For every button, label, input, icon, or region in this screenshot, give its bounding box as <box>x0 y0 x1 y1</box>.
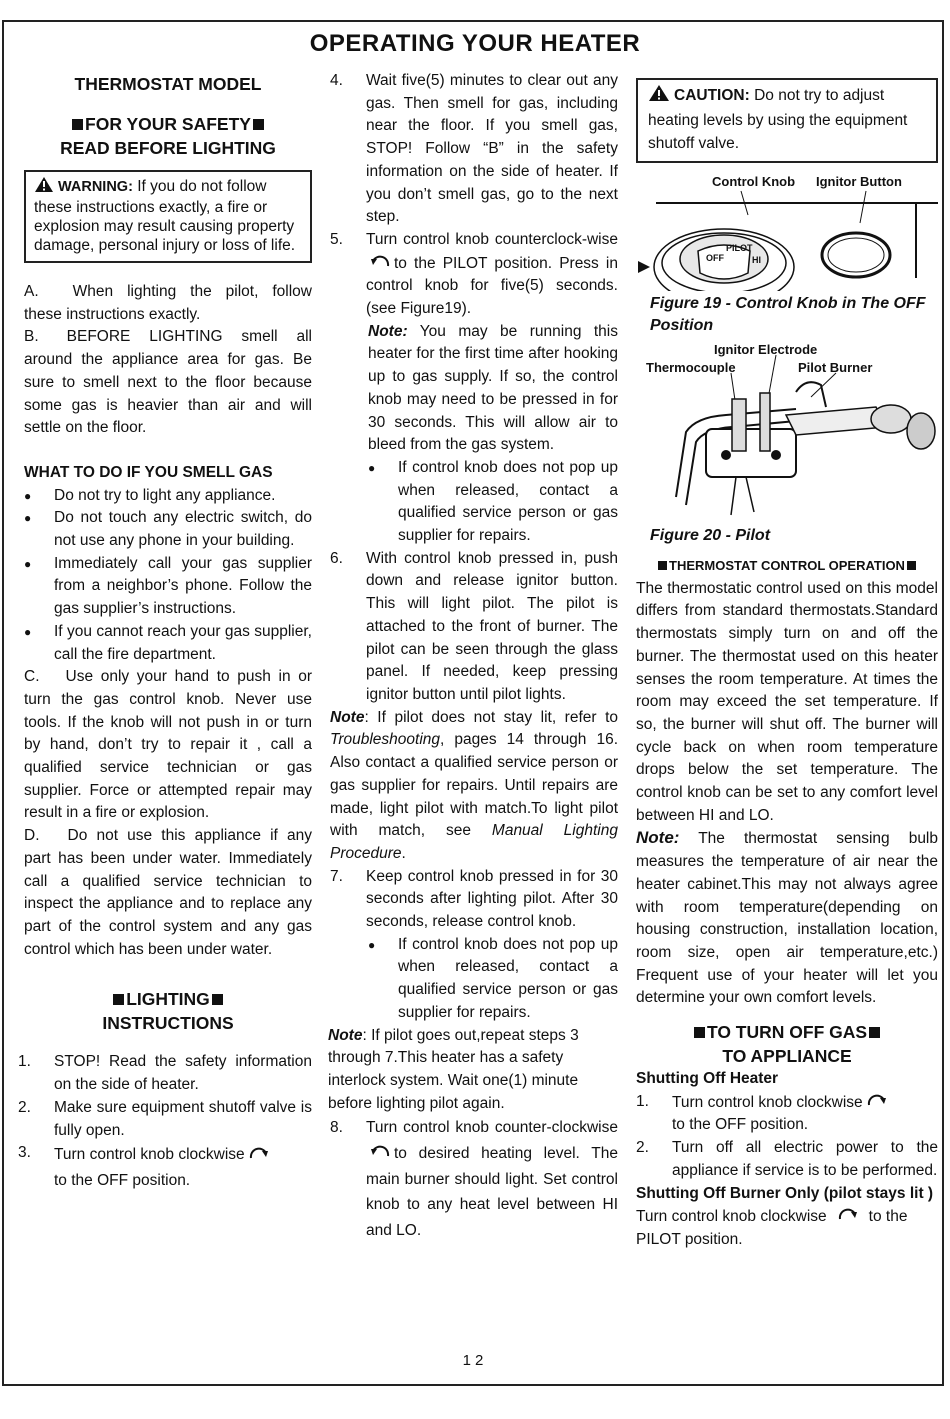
list-item <box>636 1091 938 1137</box>
bullet-text: Do not touch any electric switch, do not use any phone in your building. <box>54 509 312 550</box>
note-text-3: . <box>401 844 406 862</box>
manual-lighting-ref: Manual Lighting Procedure <box>330 822 618 862</box>
fig20-ignitor-electrode-label: Ignitor Electrode <box>714 342 818 357</box>
note-text: : If pilot does not stay lit, refer to <box>364 708 618 726</box>
step-text: Turn off all electric power to the appliance if service is to be performed. <box>672 1139 938 1179</box>
note-text: : If pilot goes out,repeat steps 3 through 7.This heater has a safety interlock system. Wait one(1) minute before lighting pilot again. <box>328 1026 579 1112</box>
control-knob-illustration <box>636 163 938 291</box>
figure-20-caption: Figure 20 - Pilot <box>650 527 771 544</box>
square-bullet-icon <box>253 119 264 130</box>
column-middle <box>330 70 618 1243</box>
step-number: 4. <box>330 72 343 89</box>
step-number: 5. <box>330 230 343 248</box>
thermostat-heading-text: THERMOSTAT CONTROL OPERATION <box>669 558 905 573</box>
step-text: Make sure equipment shutoff valve is fully open. <box>54 1098 312 1139</box>
bullet-icon <box>24 485 54 508</box>
lighting-heading <box>24 987 312 1011</box>
list-item <box>18 1142 312 1192</box>
shut-heater-heading: Shutting Off Heater <box>636 1070 779 1088</box>
para-a-text: When lighting the pilot, follow these instructions exactly. <box>24 283 312 323</box>
para-b <box>24 326 312 440</box>
shut-burner-heading: Shutting Off Burner Only (pilot stays lit ) <box>636 1184 934 1202</box>
section-title: THERMOSTAT MODEL <box>74 74 262 94</box>
step-number: 2. <box>18 1098 31 1116</box>
list-item <box>18 1097 312 1142</box>
para-b-label: B. <box>24 328 39 346</box>
svg-text:OFF: OFF <box>706 253 724 263</box>
note-7 <box>328 1025 618 1116</box>
step-number: 2. <box>636 1139 649 1157</box>
warning-text: If you do not follow these instructions exactly, a fire or explosion may result causing property damage, personal injury or loss of life. <box>34 178 296 254</box>
bullet-text: If control knob does not pop up when released, contact a qualified service person or gas supplier for repairs. <box>398 458 618 545</box>
bullet-icon <box>24 507 54 552</box>
bullet-icon <box>368 457 398 548</box>
pilot-assembly-illustration <box>636 337 938 525</box>
turnoff-heading-line1: TO TURN OFF GAS <box>706 1022 868 1043</box>
step-text-2: to the PILOT position. Press in control knob for five(5) seconds. (see Figure19). <box>366 254 618 318</box>
svg-text:PILOT: PILOT <box>726 243 753 253</box>
step-4 <box>330 70 618 229</box>
bullet-text: Immediately call your gas supplier from a neighbor’s phone. Follow the gas supplier’s instructions. <box>54 554 312 618</box>
figure-20 <box>636 337 938 525</box>
shut-burner-text-2: to the PILOT position. <box>636 1208 908 1248</box>
step-number: 8. <box>330 1119 343 1137</box>
bullet-text: If control knob does not pop up when released, contact a qualified service person or gas supplier for repairs. <box>398 935 618 1021</box>
para-a-label: A. <box>24 283 39 300</box>
para-c-text: Use only your hand to push in or turn the gas control knob. Never use tools. If the knob will not push in or turn by hand, don’t try to repair it , call a qualified service technician or gas supplier. Force or attempted repair may result in a fire or explosion. <box>24 668 312 822</box>
safety-heading-line2: READ BEFORE LIGHTING <box>60 138 276 158</box>
clockwise-arrow-icon <box>837 1205 859 1229</box>
step-text: With control knob pressed in, push down and release ignitor button. This will light pilot. The pilot is attached to the front of burner. The pilot can be seen through the glass panel. If needed, keep pressing ignitor button until pilot lights. <box>366 549 618 703</box>
note-6 <box>330 707 618 866</box>
lighting-heading-line2: INSTRUCTIONS <box>102 1013 234 1034</box>
square-bullet-icon <box>212 994 223 1005</box>
step-text-2: to the OFF position. <box>54 1171 191 1189</box>
lighting-heading-line1: LIGHTING <box>126 989 210 1010</box>
safety-heading-line1: FOR YOUR SAFETY <box>85 114 251 134</box>
list-item <box>330 457 618 548</box>
bullet-icon <box>368 934 398 1025</box>
fig20-thermocouple-label: Thermocouple <box>646 360 736 375</box>
note-text: The thermostat sensing bulb measures the temperature of air near the heater cabinet.This may not always agree with room temperature(depending on housing construction, installation location, room size, open air temperature,etc.) Frequent use of your heater will let you determine your own comfort levels. <box>636 830 938 1007</box>
list-item <box>330 934 618 1025</box>
fig19-ignitor-button-label: Ignitor Button <box>816 174 902 189</box>
bullet-icon <box>24 621 54 666</box>
svg-text:HI: HI <box>752 255 761 265</box>
warning-box <box>24 170 312 263</box>
para-a <box>24 281 312 326</box>
step-number: 1. <box>18 1053 31 1071</box>
step-8 <box>330 1115 618 1243</box>
column-right <box>636 70 938 1252</box>
counterclockwise-arrow-icon <box>369 252 391 276</box>
step-text: Wait five(5) minutes to clear out any gas. Then smell for gas, including near the floor. If you smell gas, STOP! Follow “B” in the safety information on the side of heater. If you don’t smell gas, go to the next step. <box>366 72 618 226</box>
square-bullet-icon <box>694 1027 705 1038</box>
note-5 <box>330 321 618 457</box>
step-text-2: to the OFF position. <box>672 1116 809 1134</box>
list-item <box>18 1051 312 1096</box>
list-item <box>24 621 312 666</box>
page-title: OPERATING YOUR HEATER <box>309 30 641 57</box>
column-left <box>18 70 312 1193</box>
note-text-2: , pages 14 through 16. Also contact a qualified service person or gas supplier for repairs. Until repairs are made, light pilot with match.To light pilot with match, see <box>330 731 618 840</box>
para-d-text: Do not use this appliance if any part has been under water. Immediately call a qualified service technician to inspect the appliance and to replace any part of the control system and any gas control which has been under water. <box>24 827 312 958</box>
step-number: 6. <box>330 549 343 567</box>
note-text: You may be running this heater for the first time after hooking up to gas supply. If so, the control knob may need to be pressed in for 30 seconds. This will allow air to bleed from the gas system. <box>368 322 618 454</box>
step-text-2: to desired heating level. The main burner should light. Set control knob to any heat level between HI and LO. <box>366 1144 618 1239</box>
smell-gas-heading: WHAT TO DO IF YOU SMELL GAS <box>24 463 273 481</box>
step-text: STOP! Read the safety information on the side of heater. <box>54 1053 312 1094</box>
para-d-label: D. <box>24 827 40 845</box>
shut-burner-text <box>636 1205 938 1251</box>
step-text: Turn control knob clockwise <box>672 1093 863 1111</box>
caution-box <box>636 78 938 163</box>
para-c <box>24 666 312 825</box>
thermostat-heading <box>636 555 938 578</box>
note-label: Note <box>328 1026 363 1044</box>
turnoff-heading <box>636 1020 938 1044</box>
page-number: 12 <box>462 1352 488 1369</box>
para-b-text: BEFORE LIGHTING smell all around the appliance area for gas. Be sure to smell next to the floor because some gas is heavier than air and will settle on the floor. <box>24 328 312 437</box>
note-label: Note: <box>636 828 680 848</box>
thermostat-text: The thermostatic control used on this model differs from standard thermostats.Standard thermostats simply turn on and off the burner. The thermostat used on this heater senses the room temperature. At times the room may exceed the set temperature. If so, the burner will shut off. The burner will cycle back on when room temperature drops below the set temperature. The control knob can be set to any comfort level between HI and LO. <box>636 579 938 824</box>
step-7 <box>330 866 618 934</box>
turnoff-heading-line2: TO APPLIANCE <box>722 1046 852 1067</box>
warning-triangle-icon <box>648 84 670 109</box>
step-text: Keep control knob pressed in for 30 seconds after lighting pilot. After 30 seconds, release control knob. <box>366 867 618 931</box>
para-d <box>24 825 312 961</box>
troubleshooting-ref: Troubleshooting <box>330 731 441 749</box>
shut-burner-text-1: Turn control knob clockwise <box>636 1208 827 1226</box>
fig20-pilot-burner-label: Pilot Burner <box>798 360 873 375</box>
note-label: Note: <box>368 322 408 340</box>
para-c-label: C. <box>24 668 40 686</box>
step-5 <box>330 229 618 321</box>
caution-text: Do not try to adjust heating levels by using the equipment shutoff valve. <box>648 87 908 152</box>
bullet-icon <box>24 553 54 621</box>
square-bullet-icon <box>72 119 83 130</box>
step-text: Turn control knob counterclock-wise <box>366 230 618 248</box>
counterclockwise-arrow-icon <box>369 1141 391 1167</box>
bullet-text: Do not try to light any appliance. <box>54 486 276 504</box>
caution-label: CAUTION: <box>674 87 750 104</box>
square-bullet-icon <box>907 561 916 570</box>
step-number: 1. <box>636 1092 649 1110</box>
warning-triangle-icon <box>34 176 54 198</box>
step-number: 3. <box>18 1144 31 1162</box>
list-item <box>24 553 312 621</box>
square-bullet-icon <box>658 561 667 570</box>
bullet-text: If you cannot reach your gas supplier, call the fire department. <box>54 622 312 663</box>
thermostat-note <box>636 827 938 1010</box>
list-item <box>24 507 312 552</box>
fig19-control-knob-label: Control Knob <box>712 174 796 189</box>
square-bullet-icon <box>113 994 124 1005</box>
warning-label: WARNING: <box>58 179 133 195</box>
clockwise-arrow-icon <box>866 1091 888 1115</box>
step-number: 7. <box>330 867 343 885</box>
safety-heading <box>24 112 312 136</box>
figure-19 <box>636 163 938 291</box>
figure-19-caption: Figure 19 - Control Knob in The OFF Position <box>650 295 926 334</box>
clockwise-arrow-icon <box>248 1143 270 1168</box>
note-label: Note <box>330 708 365 726</box>
step-6 <box>330 548 618 707</box>
step-text: Turn control knob clockwise <box>54 1146 245 1164</box>
step-text: Turn control knob counter-clockwise <box>366 1119 618 1137</box>
list-item <box>24 485 312 508</box>
square-bullet-icon <box>869 1027 880 1038</box>
list-item <box>636 1137 938 1182</box>
